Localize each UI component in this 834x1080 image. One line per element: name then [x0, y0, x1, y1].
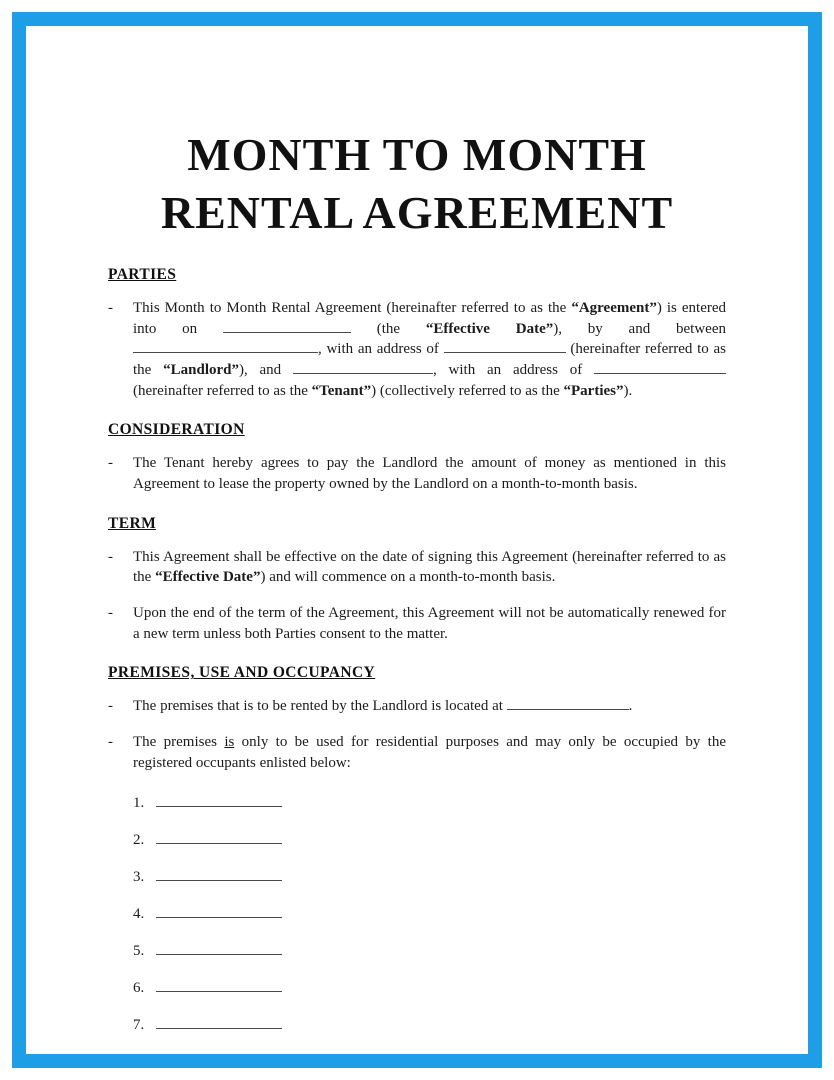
text-segment: “Parties” [563, 382, 624, 399]
text-segment: (the [350, 320, 426, 337]
occupant-blank-line [156, 1014, 282, 1029]
text-segment: The premises that is to be rented by the Landlord is located at [133, 698, 507, 715]
text-segment: This Agreement shall be effective on the date of signing this Agreement (hereinafter referred to as the [133, 548, 726, 586]
occupant-number: 3. [133, 868, 145, 885]
text-segment: ) and will commence on a month-to-month basis. [260, 569, 556, 586]
blank-line [133, 340, 318, 354]
text-segment: ) (collectively referred to as the [371, 382, 564, 399]
text-segment: ). [623, 382, 633, 399]
bullet-marker: - [108, 455, 113, 472]
text-segment: ), and [238, 361, 293, 378]
occupant-row [133, 1014, 726, 1034]
text-segment: The premises [133, 734, 225, 751]
text-segment: is [224, 734, 235, 751]
paragraph [133, 298, 726, 401]
blank-line [507, 697, 629, 711]
occupant-blank-line [156, 977, 282, 992]
bullet-item [108, 298, 726, 401]
document-title [108, 126, 726, 242]
bullet-item [108, 603, 726, 644]
text-segment: , with an address of [318, 341, 444, 358]
occupant-number: 6. [133, 979, 145, 996]
bullet-marker: - [108, 734, 113, 751]
text-segment: The Tenant hereby agrees to pay the Landlord the amount of money as mentioned in this Agreement to lease the property owned by the Landlord on a month-to-month basis. [133, 455, 726, 493]
bullet-marker: - [108, 299, 113, 316]
page-border [12, 12, 822, 1068]
occupant-blank-line [156, 940, 282, 955]
bullet-marker: - [108, 605, 113, 622]
section-heading: CONSIDERATION [108, 421, 245, 439]
text-segment: “Effective Date” [425, 320, 554, 337]
bullet-marker: - [108, 548, 113, 565]
paragraph [133, 603, 726, 644]
occupant-number: 5. [133, 942, 145, 959]
bullet-marker: - [108, 698, 113, 715]
text-segment: ) is entered into on [133, 299, 726, 337]
occupant-number: 1. [133, 794, 145, 811]
paragraph [133, 453, 726, 494]
occupant-row [133, 940, 726, 960]
text-segment: (hereinafter referred to as the [133, 341, 727, 378]
bullet-item [108, 696, 726, 717]
bullet-item [108, 453, 726, 494]
occupant-number: 2. [133, 831, 145, 848]
document-title-line-2: RENTAL AGREEMENT [160, 186, 674, 238]
paragraph [133, 547, 726, 588]
paragraph [133, 732, 726, 773]
occupant-row [133, 866, 726, 886]
text-segment: Upon the end of the term of the Agreement, this Agreement will not be automatically renewed for a new term unless both Parties consent to the matter. [133, 605, 726, 642]
blank-line [223, 319, 351, 333]
occupant-number: 4. [133, 905, 145, 922]
text-segment: “Agreement” [571, 299, 657, 316]
text-segment: “Landlord” [163, 361, 239, 378]
occupant-row [133, 903, 726, 923]
section-heading: PARTIES [108, 265, 177, 283]
text-segment: ), by and between [553, 320, 726, 337]
occupant-blank-line [156, 829, 282, 844]
document-body [108, 266, 726, 1068]
paragraph [133, 696, 726, 717]
section-heading: PREMISES, USE AND OCCUPANCY [108, 664, 376, 682]
bullet-item [108, 547, 726, 588]
document-page [26, 26, 808, 1068]
occupant-list [133, 792, 726, 1068]
occupant-blank-line [156, 792, 282, 807]
occupant-row [133, 829, 726, 849]
text-segment: This Month to Month Rental Agreement (hereinafter referred to as the [133, 299, 572, 316]
text-segment: only to be used for residential purposes and may only be occupied by the registered occupants enlisted below: [133, 734, 727, 771]
blank-line [293, 360, 433, 374]
text-segment: . [628, 698, 633, 715]
text-segment: “Tenant” [311, 382, 372, 399]
blank-line [594, 360, 726, 374]
bullet-item [108, 732, 726, 773]
blank-line [444, 340, 566, 354]
document-title-line-1: MONTH TO MONTH [187, 129, 647, 180]
occupant-blank-line [156, 903, 282, 918]
text-segment: (hereinafter referred to as the [133, 382, 312, 399]
section-heading: TERM [108, 514, 157, 532]
occupant-number: 7. [133, 1016, 145, 1033]
occupant-row [133, 977, 726, 997]
occupant-row [133, 792, 726, 812]
text-segment: , with an address of [432, 361, 595, 378]
occupant-blank-line [156, 866, 282, 881]
text-segment: “Effective Date” [155, 569, 261, 586]
